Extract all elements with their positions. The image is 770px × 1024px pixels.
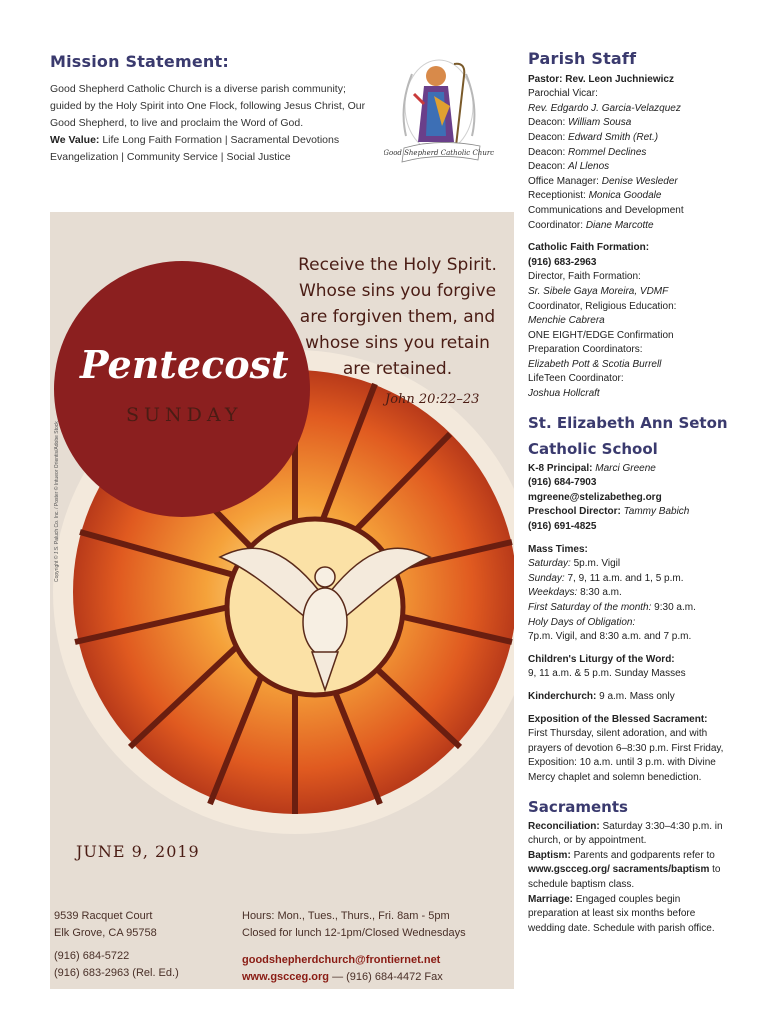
recon-text: Saturday 3:30–4:30 p.m. in church, or by appointment. [528,820,723,847]
poster-copyright: Copyright © J.S. Paluch Co. Inc. / Poster © Intueor Orientis/Adobe Stock [54,421,60,582]
exposition [528,713,728,786]
staff-title: Parish Staff [528,49,637,68]
values-text: Life Long Faith Formation | Sacramental Devotions Evangelization | Community Service | Social Justice [50,134,340,163]
exposition-label: Exposition of the Blessed Sacrament: [528,713,708,725]
mission-body [50,81,380,166]
baptism-text-1: Parents and godparents refer to [573,849,715,861]
mass-week-label: Weekdays: [528,587,578,599]
faith-director-label: Director, Faith Formation: [528,271,641,283]
childrens-liturgy [528,653,728,682]
right-column [528,49,728,936]
faith-formation [528,241,728,402]
deacon-3: Rommel Declines [568,146,647,158]
children-label: Children's Liturgy of the Word: [528,653,675,665]
faith-lifeteen-label: LifeTeen Coordinator: [528,373,624,385]
deacon-4: Al Llenos [568,161,610,173]
school-info [528,462,728,535]
mass-holy: 7p.m. Vigil, and 8:30 a.m. and 7 p.m. [528,631,692,643]
mission-statement [50,52,380,166]
faith-conf-label: ONE EIGHT/EDGE Confirmation Preparation Coordinators: [528,329,674,356]
pastor-name: Rev. Leon Juchniewicz [565,73,674,85]
pentecost-poster [50,212,514,989]
comm-name: Diane Marcotte [585,219,654,231]
kinder-text: 9 a.m. Mass only [599,690,675,702]
shepherd-logo-icon [384,46,494,176]
values-label: We Value: [50,134,100,146]
comm-label: Communications and Development Coordinator: [528,204,684,231]
hours-block [242,908,466,986]
deacon-label: Deacon: [528,146,566,158]
mass-times [528,543,728,645]
pastor-label: Pastor: [528,73,563,85]
school-title: St. Elizabeth Ann Seton Catholic School [528,413,728,458]
school-phone-1: (916) 684-7903 [528,477,597,489]
poster-subtitle: SUNDAY [126,404,243,426]
exposition-text: First Thursday, silent adoration, and with prayers of devotion 6–8:30 p.m. First Friday, Exposition: 10 a.m. until 3 p.m. with Divine Mercy chaplet and solemn benediction. [528,728,724,783]
sacraments-info [528,820,728,937]
address-block [54,908,179,982]
office-name: Denise Wesleder [601,175,678,187]
address-line1: 9539 Racquet Court [54,910,153,922]
mass-sun: 7, 9, 11 a.m. and 1, 5 p.m. [567,572,684,584]
school-email[interactable]: mgreene@stelizabetheg.org [528,491,662,503]
kinder-label: Kinderchurch: [528,690,597,702]
mass-sat: 5p.m. Vigil [573,558,621,570]
lunch-hours: Closed for lunch 12-1pm/Closed Wednesdays [242,927,466,939]
mission-title: Mission Statement: [50,52,229,71]
reception-label: Receptionist: [528,190,586,202]
website-link[interactable]: www.gscceg.org [242,971,330,983]
faith-lifeteen: Joshua Hollcraft [528,388,600,400]
parish-logo [384,46,494,176]
address-line2: Elk Grove, CA 95758 [54,927,157,939]
office-hours: Hours: Mon., Tues., Thurs., Fri. 8am - 5pm [242,910,450,922]
faith-conf: Elizabeth Pott & Scotia Burrell [528,358,662,370]
marriage-text: Engaged couples begin preparation at least six months before wedding date. Schedule with parish office. [528,893,715,934]
deacon-2: Edward Smith (Ret.) [568,131,659,143]
mass-firstsat: 9:30 a.m. [654,602,696,613]
red-seal [54,261,310,517]
faith-coord: Menchie Cabrera [528,315,605,327]
poster-date: JUNE 9, 2019 [76,842,200,861]
mass-sat-label: Saturday: [528,558,571,570]
office-label: Office Manager: [528,175,599,187]
deacon-label: Deacon: [528,131,566,143]
faith-coord-label: Coordinator, Religious Education: [528,300,677,312]
mass-holy-label: Holy Days of Obligation: [528,616,636,628]
faith-phone: (916) 683-2963 [528,256,597,268]
marriage-label: Marriage: [528,893,574,905]
faith-director: Sr. Sibele Gaya Moreira, VDMF [528,285,669,297]
children-text: 9, 11 a.m. & 5 p.m. Sunday Masses [528,668,686,680]
recon-label: Reconciliation: [528,820,600,832]
deacon-label: Deacon: [528,117,566,129]
phone-rel-ed: (916) 683-2963 (Rel. Ed.) [54,967,179,979]
kinderchurch [528,690,728,705]
mass-week: 8:30 a.m. [580,587,622,599]
poster-title: Pentecost [80,342,289,387]
faith-title: Catholic Faith Formation: [528,242,650,254]
deacon-label: Deacon: [528,161,566,173]
preschool-name: Tammy Babich [623,506,690,518]
mass-title: Mass Times: [528,543,588,555]
fax-number: — (916) 684-4472 Fax [329,971,443,983]
phone-main: (916) 684-5722 [54,950,130,962]
logo-text: Good Shepherd Catholic Church [384,149,494,157]
principal-label: K-8 Principal: [528,462,593,474]
sacraments-title: Sacraments [528,797,628,816]
vicar-label: Parochial Vicar: [528,88,598,100]
deacon-1: William Sousa [568,117,632,129]
mass-firstsat-label: First Saturday of the month: [528,602,652,613]
preschool-label: Preschool Director: [528,506,621,518]
vicar-name: Rev. Edgardo J. Garcia-Velazquez [528,102,681,114]
reception-name: Monica Goodale [588,190,662,202]
mission-text: Good Shepherd Catholic Church is a diverse parish community; guided by the Holy Spirit into One Flock, following Jesus Christ, Our Good Shepherd, to live and proclaim the Word of God. [50,83,366,129]
school-phone-2: (916) 691-4825 [528,521,597,533]
principal-name: Marci Greene [595,462,656,474]
email-link[interactable]: goodshepherdchurch@frontiernet.net [242,954,441,966]
mass-sun-label: Sunday: [528,572,565,584]
poster-verse-ref: John 20:22–23 [385,392,480,407]
staff-list [528,73,728,234]
baptism-link[interactable]: www.gscceg.org/ sacraments/baptism [528,864,710,876]
baptism-label: Baptism: [528,849,571,861]
baptism-text-2: to schedule baptism class. [528,864,721,890]
poster-verse: Receive the Holy Spirit. Whose sins you forgive are forgiven them, and whose sins you retain are retained. [298,255,497,379]
